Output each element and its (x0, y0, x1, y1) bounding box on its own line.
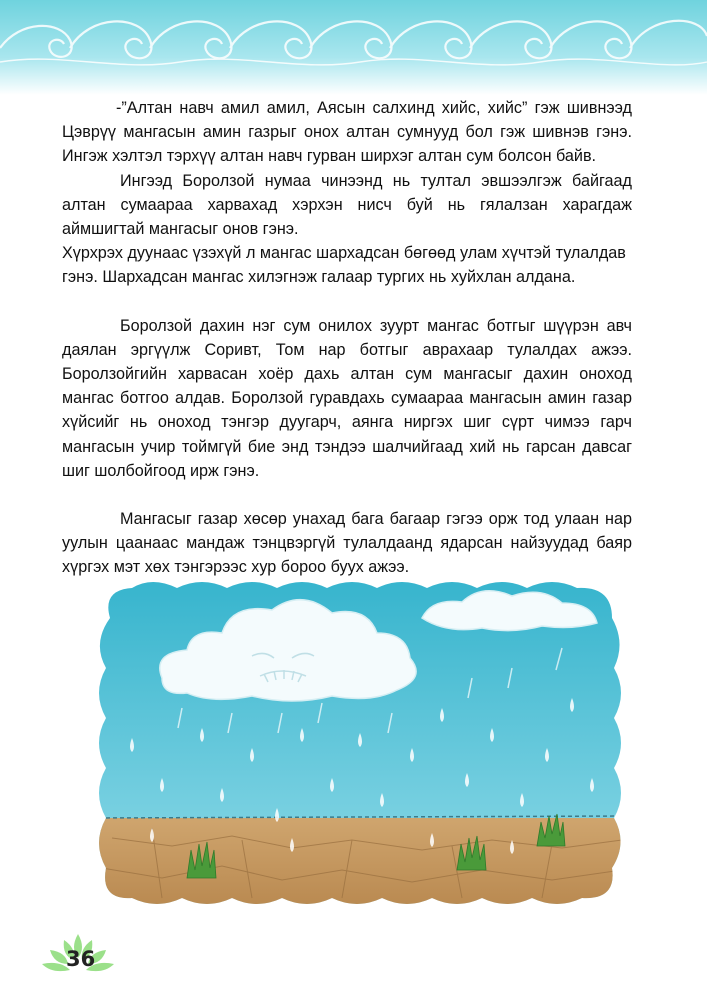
wave-header-banner (0, 0, 707, 95)
paragraph-1: -”Алтан навч амил амил, Аясын салхинд хийс, хийс” гэж шивнээд Цэврүү мангасын амин газрыг онох алтан сумнууд бол гэж шивнэв гэнэ. Ингэж хэлтэл тэрхүү алтан навч гурван ширхэг алтан сум болсон байв. (62, 99, 632, 166)
story-text (62, 96, 632, 580)
wave-ornament-icon (0, 0, 707, 95)
paragraph-5: Мангасыг газар хөсөр унахад бага багаар гэгээ орж тод улаан нар уулын цаанаас мандаж тэнцвэргүй тулалдаанд ядарсан найзуудад баяр хүргэх мэт хөх тэнгэрээс хур бороо буух ажээ. (62, 510, 632, 577)
rain-illustration (92, 578, 630, 908)
page-number: 36 (66, 947, 96, 971)
paragraph-3: Хүрхрэх дуунаас үзэхүй л мангас шархадсан бөгөөд улам хүчтэй тулалдав гэнэ. Шархадсан мангас хилэгнэж галаар тургих нь хуйхлан алдана. (62, 244, 626, 287)
paragraph-4: Боролзой дахин нэг сум онилох зуурт мангас ботгыг шүүрэн авч даялан эргүүлж Соривт, Том нар ботгыг аврахаар тулалдах ажээ. Боролзойгийн харвасан хоёр дахь алтан сум мангасыг дахин оноход мангас ботгоо алдав. Боролзой гуравдахь сумаараа мангасын амин газар хүйсийг нь оноход тэнгэр дуугарч, аянга ниргэх шиг сүрт чимээ гарч мангасын учир тоймгүй бие энд тэндээ шалчийгаад хий нь гарсан давсаг шиг шолбойгоод ирж гэнэ. (62, 316, 632, 480)
paragraph-2: Ингээд Боролзой нумаа чинээнд нь тултал эвшээлгэж байгаад алтан сумаараа харвахад хэрхэн нисч буй нь гялалзан харагдаж аймшигтай мангасыг онов гэнэ. (62, 171, 632, 239)
page-number-badge (38, 930, 118, 975)
